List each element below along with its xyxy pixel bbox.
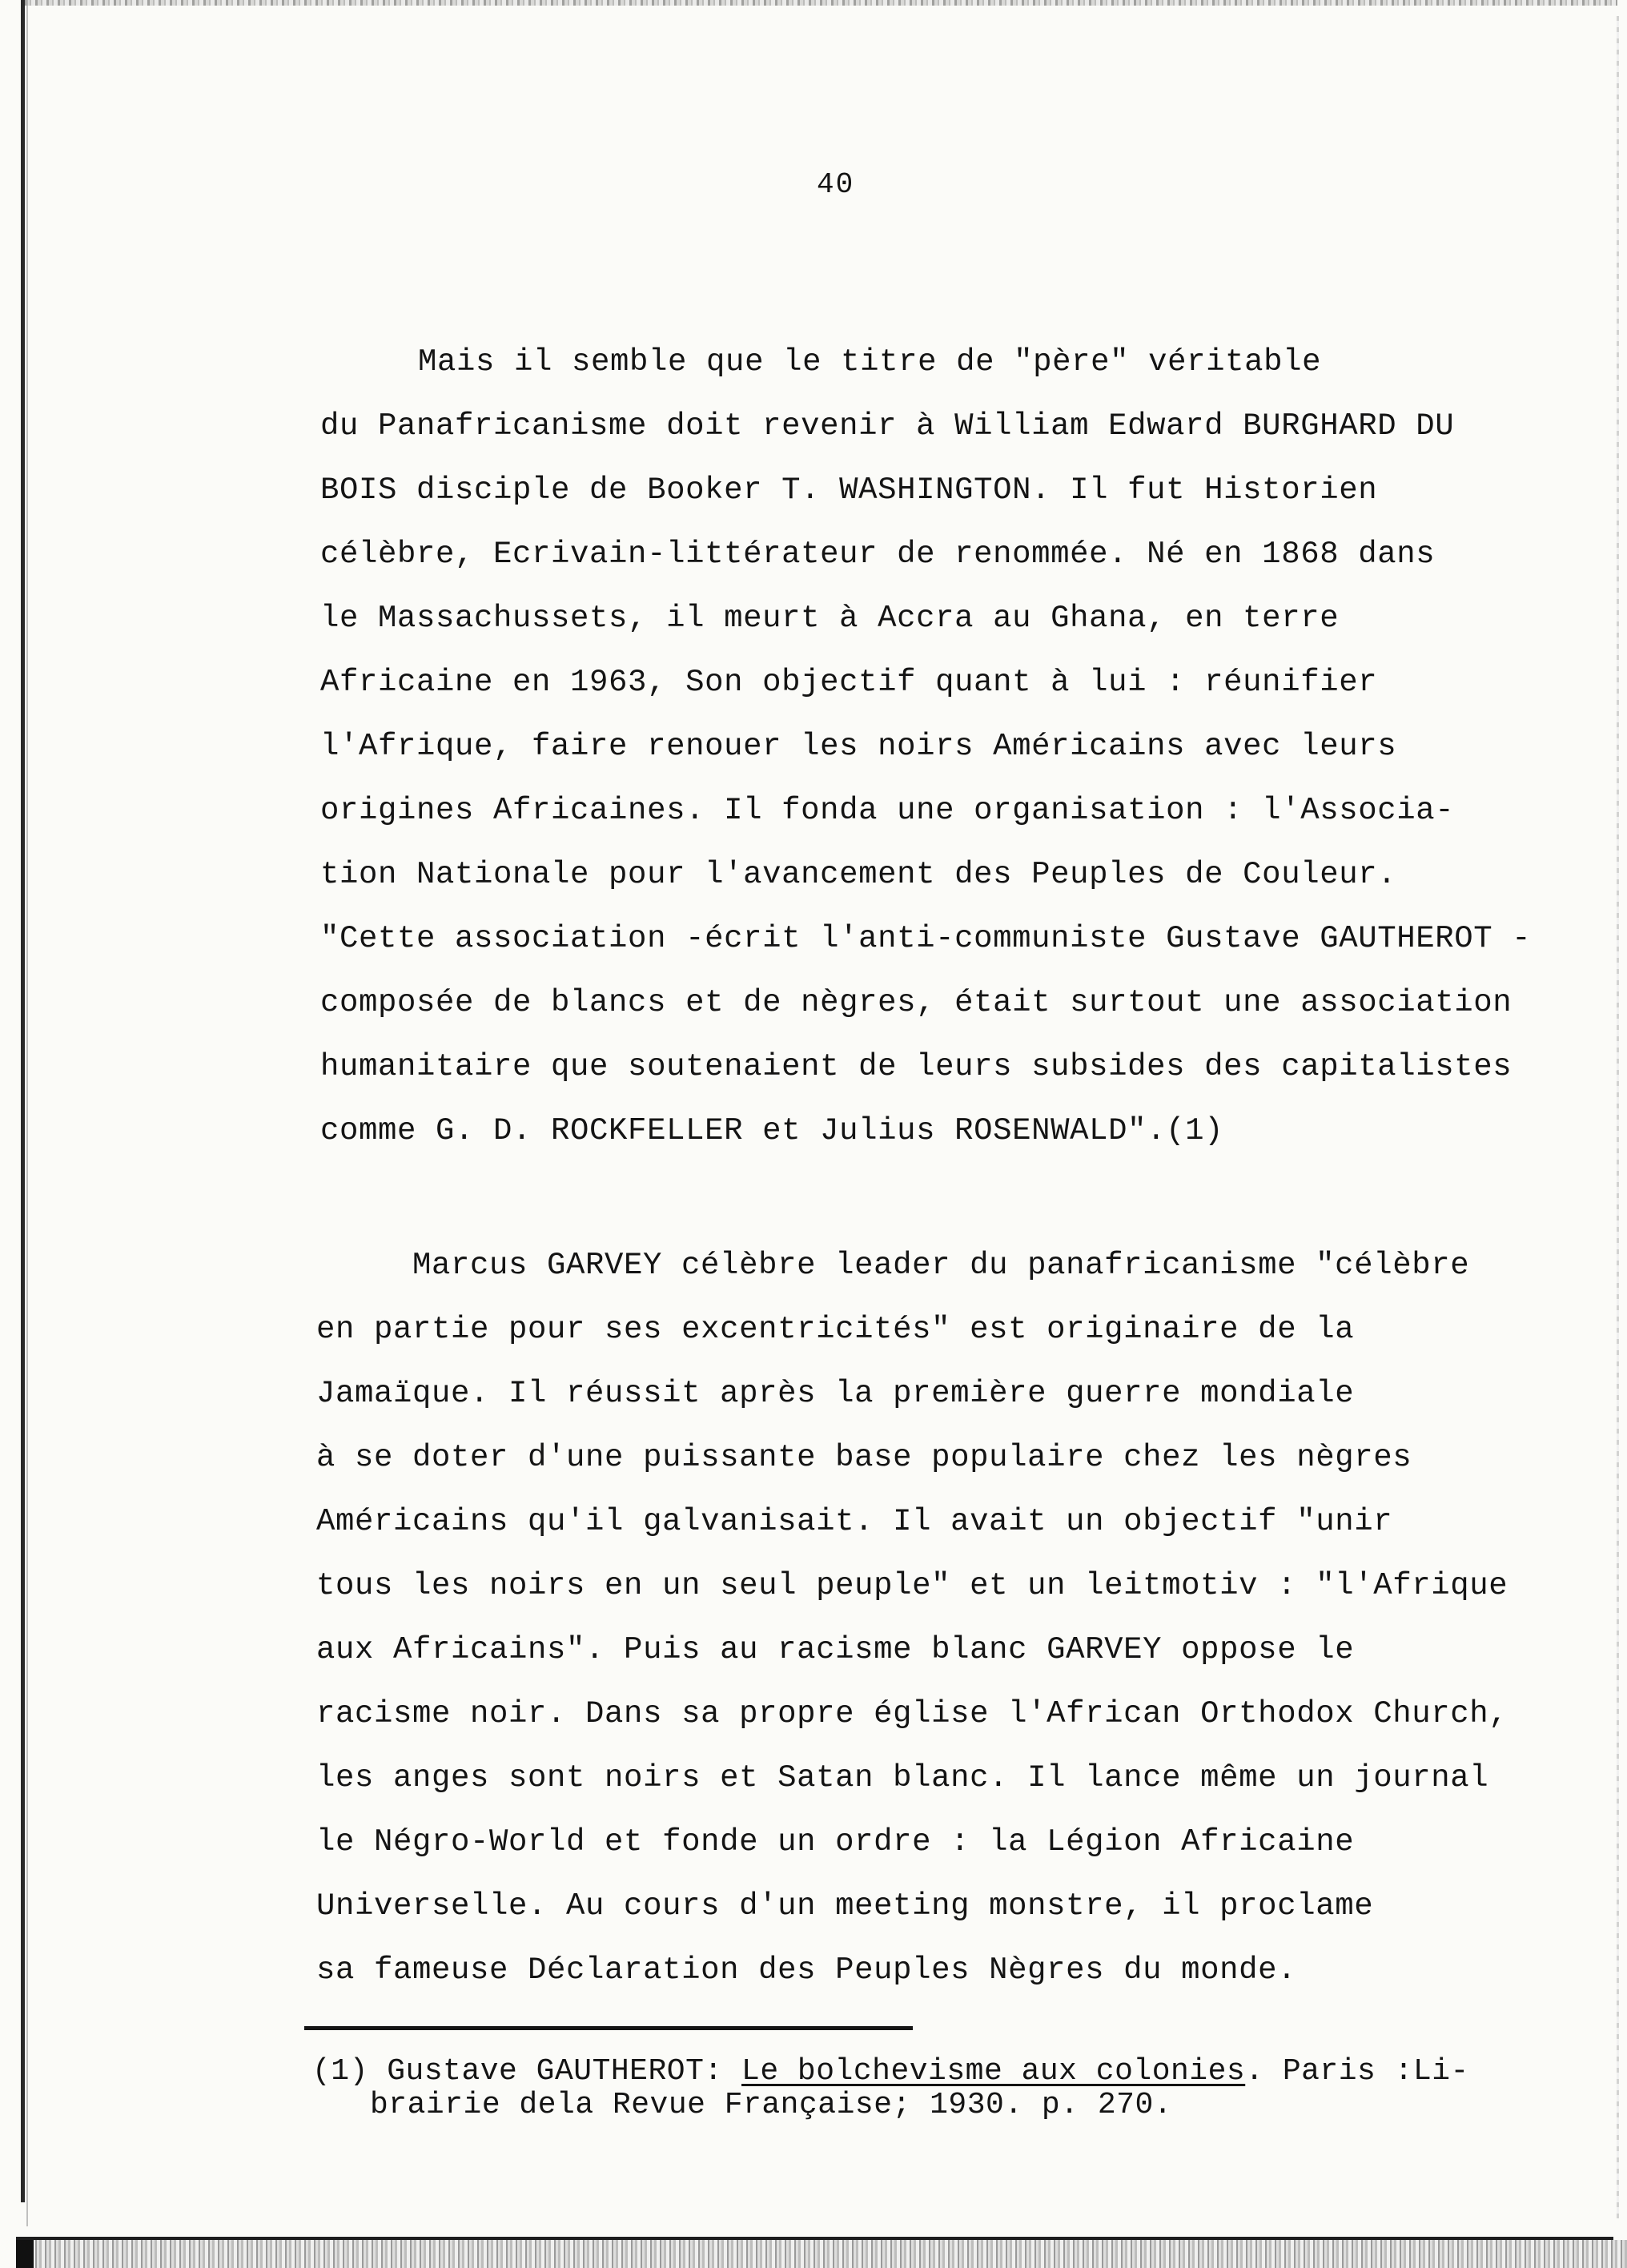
paragraph-line: les anges sont noirs et Satan blanc. Il lance même un journal [316,1760,1489,1796]
scan-bottom-block [16,2240,34,2268]
paragraph-line: du Panafricanisme doit revenir à William Edward BURGHARD DU [320,408,1455,444]
page-number: 40 [817,168,855,201]
scan-edge-right [1617,16,1619,2218]
paragraph-line: à se doter d'une puissante base populaire chez les nègres [316,1440,1412,1475]
footnote-separator [304,2026,913,2030]
footnote-publisher-start: . Paris :Li- [1245,2054,1469,2089]
paragraph-line: origines Africaines. Il fonda une organisation : l'Associa- [320,793,1455,828]
paragraph-line: "Cette association -écrit l'anti-communiste Gustave GAUTHEROT - [320,921,1532,956]
paragraph-line: en partie pour ses excentricités" est originaire de la [316,1312,1355,1347]
footnote-author: Gustave GAUTHEROT: [387,2054,723,2089]
paragraph-line: BOIS disciple de Booker T. WASHINGTON. Il fut Historien [320,472,1378,508]
paragraph-line: Jamaïque. Il réussit après la première guerre mondiale [316,1376,1355,1411]
scan-edge-left [21,0,25,2202]
paragraph-line: célèbre, Ecrivain-littérateur de renommée. Né en 1868 dans [320,537,1436,572]
paragraph-line: le Négro-World et fonde un ordre : la Légion Africaine [316,1824,1355,1860]
paragraph-line: racisme noir. Dans sa propre église l'African Orthodox Church, [316,1696,1508,1731]
paragraph-line: Marcus GARVEY célèbre leader du panafricanisme "célèbre [412,1248,1470,1283]
scan-edge-left-shadow [26,0,28,2226]
paragraph-line: l'Afrique, faire renouer les noirs Américains avec leurs [320,729,1397,764]
scan-edge-bottom [16,2240,1627,2268]
footnote-line-1 [312,2054,1469,2089]
paragraph-line: Américains qu'il galvanisait. Il avait un objectif "unir [316,1504,1393,1539]
footnote-line-2: brairie dela Revue Française; 1930. p. 270. [370,2088,1173,2122]
paragraph-line: Universelle. Au cours d'un meeting monstre, il proclame [316,1888,1374,1924]
paragraph-line: tion Nationale pour l'avancement des Peuples de Couleur. [320,857,1397,892]
paragraph-line: comme G. D. ROCKFELLER et Julius ROSENWALD".(1) [320,1113,1224,1148]
footnote-book-title: Le bolchevisme aux colonies [741,2054,1246,2089]
scan-edge-top [24,0,1617,6]
footnote-marker: (1) [312,2054,368,2089]
paragraph-line: humanitaire que soutenaient de leurs subsides des capitalistes [320,1049,1513,1084]
paragraph-line: tous les noirs en un seul peuple" et un leitmotiv : "l'Afrique [316,1568,1508,1603]
paragraph-line: le Massachussets, il meurt à Accra au Ghana, en terre [320,601,1340,636]
paragraph-line: aux Africains". Puis au racisme blanc GARVEY oppose le [316,1632,1355,1667]
paragraph-line: sa fameuse Déclaration des Peuples Nègres du monde. [316,1952,1297,1988]
paragraph-line: Africaine en 1963, Son objectif quant à lui : réunifier [320,665,1378,700]
paragraph-line: composée de blancs et de nègres, était surtout une association [320,985,1513,1020]
paragraph-line: Mais il semble que le titre de "père" véritable [418,344,1322,380]
